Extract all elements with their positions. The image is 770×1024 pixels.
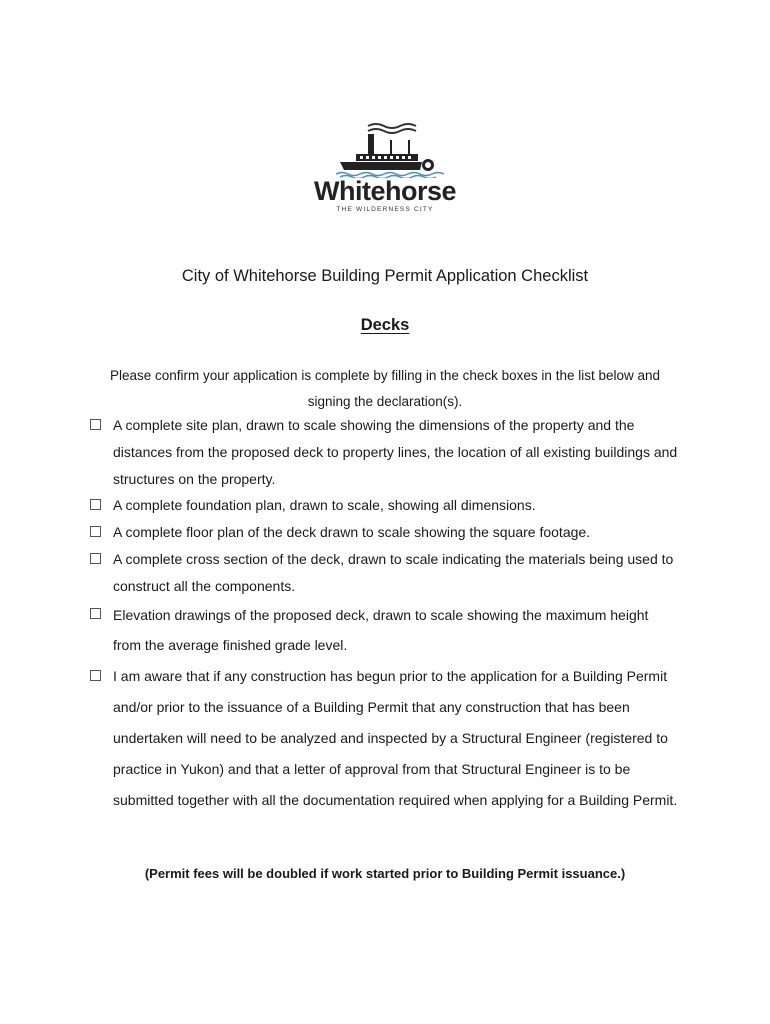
checklist-item-elevation-drawings	[90, 600, 680, 660]
instructions-text: Please confirm your application is complete by filling in the check boxes in the list below and signing the declaration(s).	[109, 368, 661, 409]
checklist-item-floor-plan	[90, 519, 680, 546]
checkbox[interactable]	[90, 419, 101, 430]
checklist-item-text: A complete cross section of the deck, drawn to scale indicating the materials being used to construct all the components.	[113, 551, 674, 594]
checkbox[interactable]	[90, 608, 101, 619]
checklist-item-text: A complete floor plan of the deck drawn to scale showing the square footage.	[113, 524, 591, 540]
logo-tagline: THE WILDERNESS CITY	[336, 206, 434, 213]
checklist-item-text: Elevation drawings of the proposed deck, drawn to scale showing the maximum height from the average finished grade level.	[113, 607, 649, 653]
checkbox[interactable]	[90, 526, 101, 537]
checklist-item-declaration	[90, 661, 680, 816]
checkbox[interactable]	[90, 499, 101, 510]
whitehorse-logo	[300, 118, 470, 218]
page-title: City of Whitehorse Building Permit Application Checklist	[181, 267, 589, 285]
checklist-item-text: I am aware that if any construction has begun prior to the application for a Building Permit and/or prior to the issuance of a Building Permit that any construction that has been undertaken will need to be analyzed and inspected by a Structural Engineer (registered to practice in Yukon) and that a letter of approval from that Structural Engineer is to be submitted together with all the documentation required when applying for a Building Permit.	[113, 668, 678, 808]
section-heading: Decks	[360, 316, 410, 334]
checklist-item-site-plan	[90, 412, 680, 493]
checklist-item-text: A complete foundation plan, drawn to scale, showing all dimensions.	[113, 497, 536, 513]
checkbox[interactable]	[90, 553, 101, 564]
logo-wordmark: Whitehorse	[313, 176, 456, 206]
checkbox[interactable]	[90, 670, 101, 681]
checklist-item-foundation-plan	[90, 492, 680, 519]
checklist-item-text: A complete site plan, drawn to scale showing the dimensions of the property and the distances from the proposed deck to property lines, the location of all existing buildings and structures on the property.	[113, 417, 678, 487]
checklist-item-cross-section	[90, 546, 680, 600]
fee-note: (Permit fees will be doubled if work started prior to Building Permit issuance.)	[144, 866, 626, 881]
sternwheeler-boat-icon	[300, 118, 470, 178]
